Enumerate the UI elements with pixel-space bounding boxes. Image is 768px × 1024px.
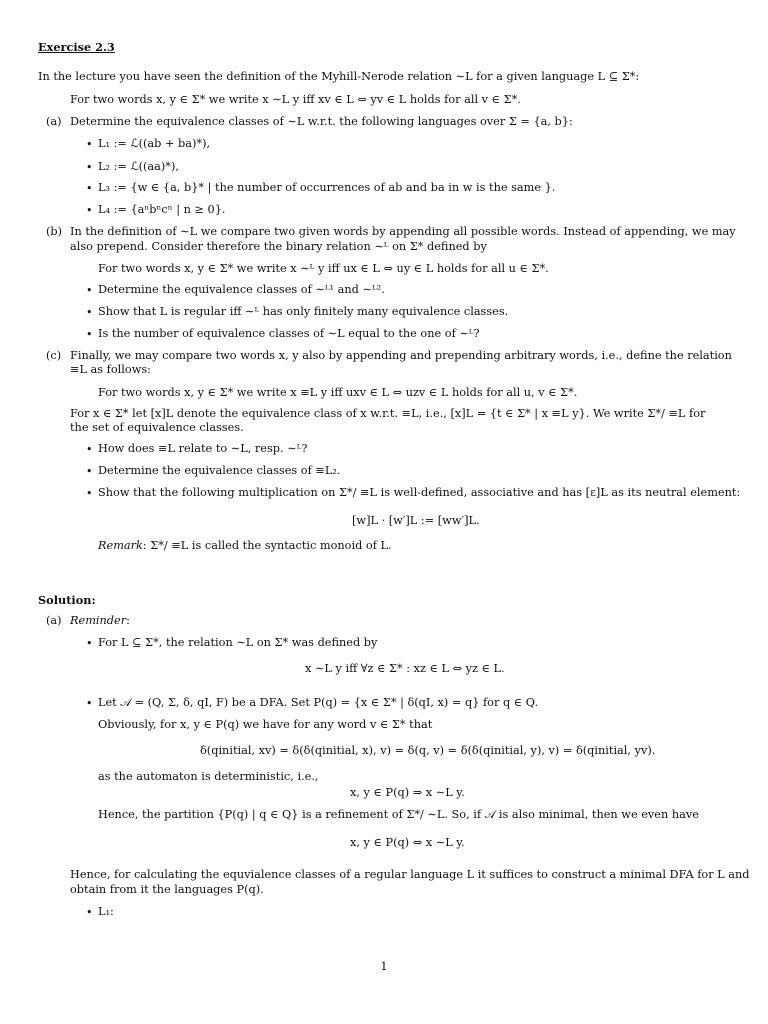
bullet-icon: • <box>86 182 93 195</box>
bullet-icon: • <box>86 465 93 478</box>
bullet-icon: • <box>86 906 93 919</box>
solution-b2-hence: Hence, the partition {P(q) | q ∈ Q} is a refinement of Σ*/ ∼L. So, if 𝒜 is also minimal, then we even have <box>98 808 699 821</box>
bullet-icon: • <box>86 284 93 297</box>
part-a-item-3: L₃ := {w ∈ {a, b}* | the number of occurrences of ab and ba in w is the same }. <box>98 181 556 194</box>
exercise-title: Exercise 2.3 <box>38 40 115 54</box>
solution-b2-formula3: x, y ∈ P(q) ⇔ x ∼L y. <box>350 836 465 849</box>
syntactic-monoid-formula: [w]L · [w′]L := [ww′]L. <box>352 514 480 527</box>
solution-part-a-label: (a) <box>46 614 62 627</box>
part-a-item-4: L₄ := {aⁿbⁿcⁿ | n ≥ 0}. <box>98 203 226 216</box>
part-b-item-2: Show that L is regular iff ∼ᴸ has only finitely many equivalence classes. <box>98 305 509 318</box>
part-c-text-line2: ≡L as follows: <box>70 363 151 376</box>
exercise-definition: For two words x, y ∈ Σ* we write x ∼L y iff xv ∈ L ⇔ yv ∈ L holds for all v ∈ Σ*. <box>70 93 521 106</box>
solution-b2-formula: δ(qinitial, xv) = δ(δ(qinitial, x), v) = δ(q, v) = δ(δ(qinitial, y), v) = δ(qinitial, yv). <box>200 744 656 757</box>
bullet-icon: • <box>86 443 93 456</box>
part-c-para-line1: For x ∈ Σ* let [x]L denote the equivalence class of x w.r.t. ≡L, i.e., [x]L = {t ∈ Σ* | x ≡L y}. We write Σ*/ ≡L for <box>70 407 706 420</box>
solution-final-line2: obtain from it the languages P(q). <box>70 883 264 896</box>
part-c-label: (c) <box>46 349 62 362</box>
bullet-icon: • <box>86 204 93 217</box>
bullet-icon: • <box>86 637 93 650</box>
part-c-para-line2: the set of equivalence classes. <box>70 421 244 434</box>
part-c-item-2: Determine the equivalence classes of ≡L₂. <box>98 464 341 477</box>
remark-text: : Σ*/ ≡L is called the syntactic monoid of L. <box>142 539 392 552</box>
part-a-item-2: L₂ := ℒ((aa)*), <box>98 160 179 173</box>
bullet-icon: • <box>86 697 93 710</box>
reminder-label: Reminder <box>70 614 127 627</box>
exercise-intro: In the lecture you have seen the definition of the Myhill-Nerode relation ∼L for a given language L ⊆ Σ*: <box>38 70 640 83</box>
part-a-text: Determine the equivalence classes of ∼L w.r.t. the following languages over Σ = {a, b}: <box>70 115 573 128</box>
solution-b2-text: Let 𝒜 = (Q, Σ, δ, qI, F) be a DFA. Set P(q) = {x ∈ Σ* | δ(qI, x) = q} for q ∈ Q. <box>98 696 539 709</box>
reminder-colon: : <box>126 614 130 627</box>
page-number: 1 <box>380 960 388 973</box>
part-b-item-1: Determine the equivalence classes of ∼ᴸ¹ and ∼ᴸ². <box>98 283 385 296</box>
bullet-icon: • <box>86 138 93 151</box>
part-b-text-line2: also prepend. Consider therefore the binary relation ∼ᴸ on Σ* defined by <box>70 240 487 253</box>
part-a-label: (a) <box>46 115 62 128</box>
solution-b1-formula: x ∼L y iff ∀z ∈ Σ* : xz ∈ L ⇔ yz ∈ L. <box>305 662 505 675</box>
bullet-icon: • <box>86 161 93 174</box>
part-b-item-3: Is the number of equivalence classes of ∼L equal to the one of ∼ᴸ? <box>98 327 480 340</box>
part-c-text-line1: Finally, we may compare two words x, y also by appending and prepending arbitrary words, i.e., define the relation <box>70 349 732 362</box>
solution-b2-as: as the automaton is deterministic, i.e., <box>98 770 319 783</box>
solution-b2-obvious: Obviously, for x, y ∈ P(q) we have for any word v ∈ Σ* that <box>98 718 433 731</box>
solution-b1-text: For L ⊆ Σ*, the relation ∼L on Σ* was defined by <box>98 636 378 649</box>
solution-final-line1: Hence, for calculating the equvialence classes of a regular language L it suffices to construct a minimal DFA for L and <box>70 868 750 881</box>
solution-b2-formula2: x, y ∈ P(q) ⇒ x ∼L y. <box>350 786 465 799</box>
remark-label: Remark <box>98 539 143 552</box>
part-b-label: (b) <box>46 225 63 238</box>
part-b-text-line1: In the definition of ∼L we compare two given words by appending all possible words. Instead of appending, we may <box>70 225 736 238</box>
part-c-item-1: How does ≡L relate to ∼L, resp. ∼ᴸ? <box>98 442 308 455</box>
part-a-item-1: L₁ := ℒ((ab + ba)*), <box>98 137 211 150</box>
part-b-definition: For two words x, y ∈ Σ* we write x ∼ᴸ y iff ux ∈ L ⇔ uy ∈ L holds for all u ∈ Σ*. <box>98 262 549 275</box>
part-c-item-3: Show that the following multiplication on Σ*/ ≡L is well-defined, associative and has [ε]L as its neutral element: <box>98 486 741 499</box>
bullet-icon: • <box>86 487 93 500</box>
remark <box>98 539 392 554</box>
bullet-icon: • <box>86 306 93 319</box>
solution-title: Solution: <box>38 593 96 607</box>
solution-last-bullet: L₁: <box>98 905 114 918</box>
solution-reminder <box>70 614 130 629</box>
bullet-icon: • <box>86 328 93 341</box>
part-c-definition: For two words x, y ∈ Σ* we write x ≡L y iff uxv ∈ L ⇔ uzv ∈ L holds for all u, v ∈ Σ*. <box>98 386 578 399</box>
